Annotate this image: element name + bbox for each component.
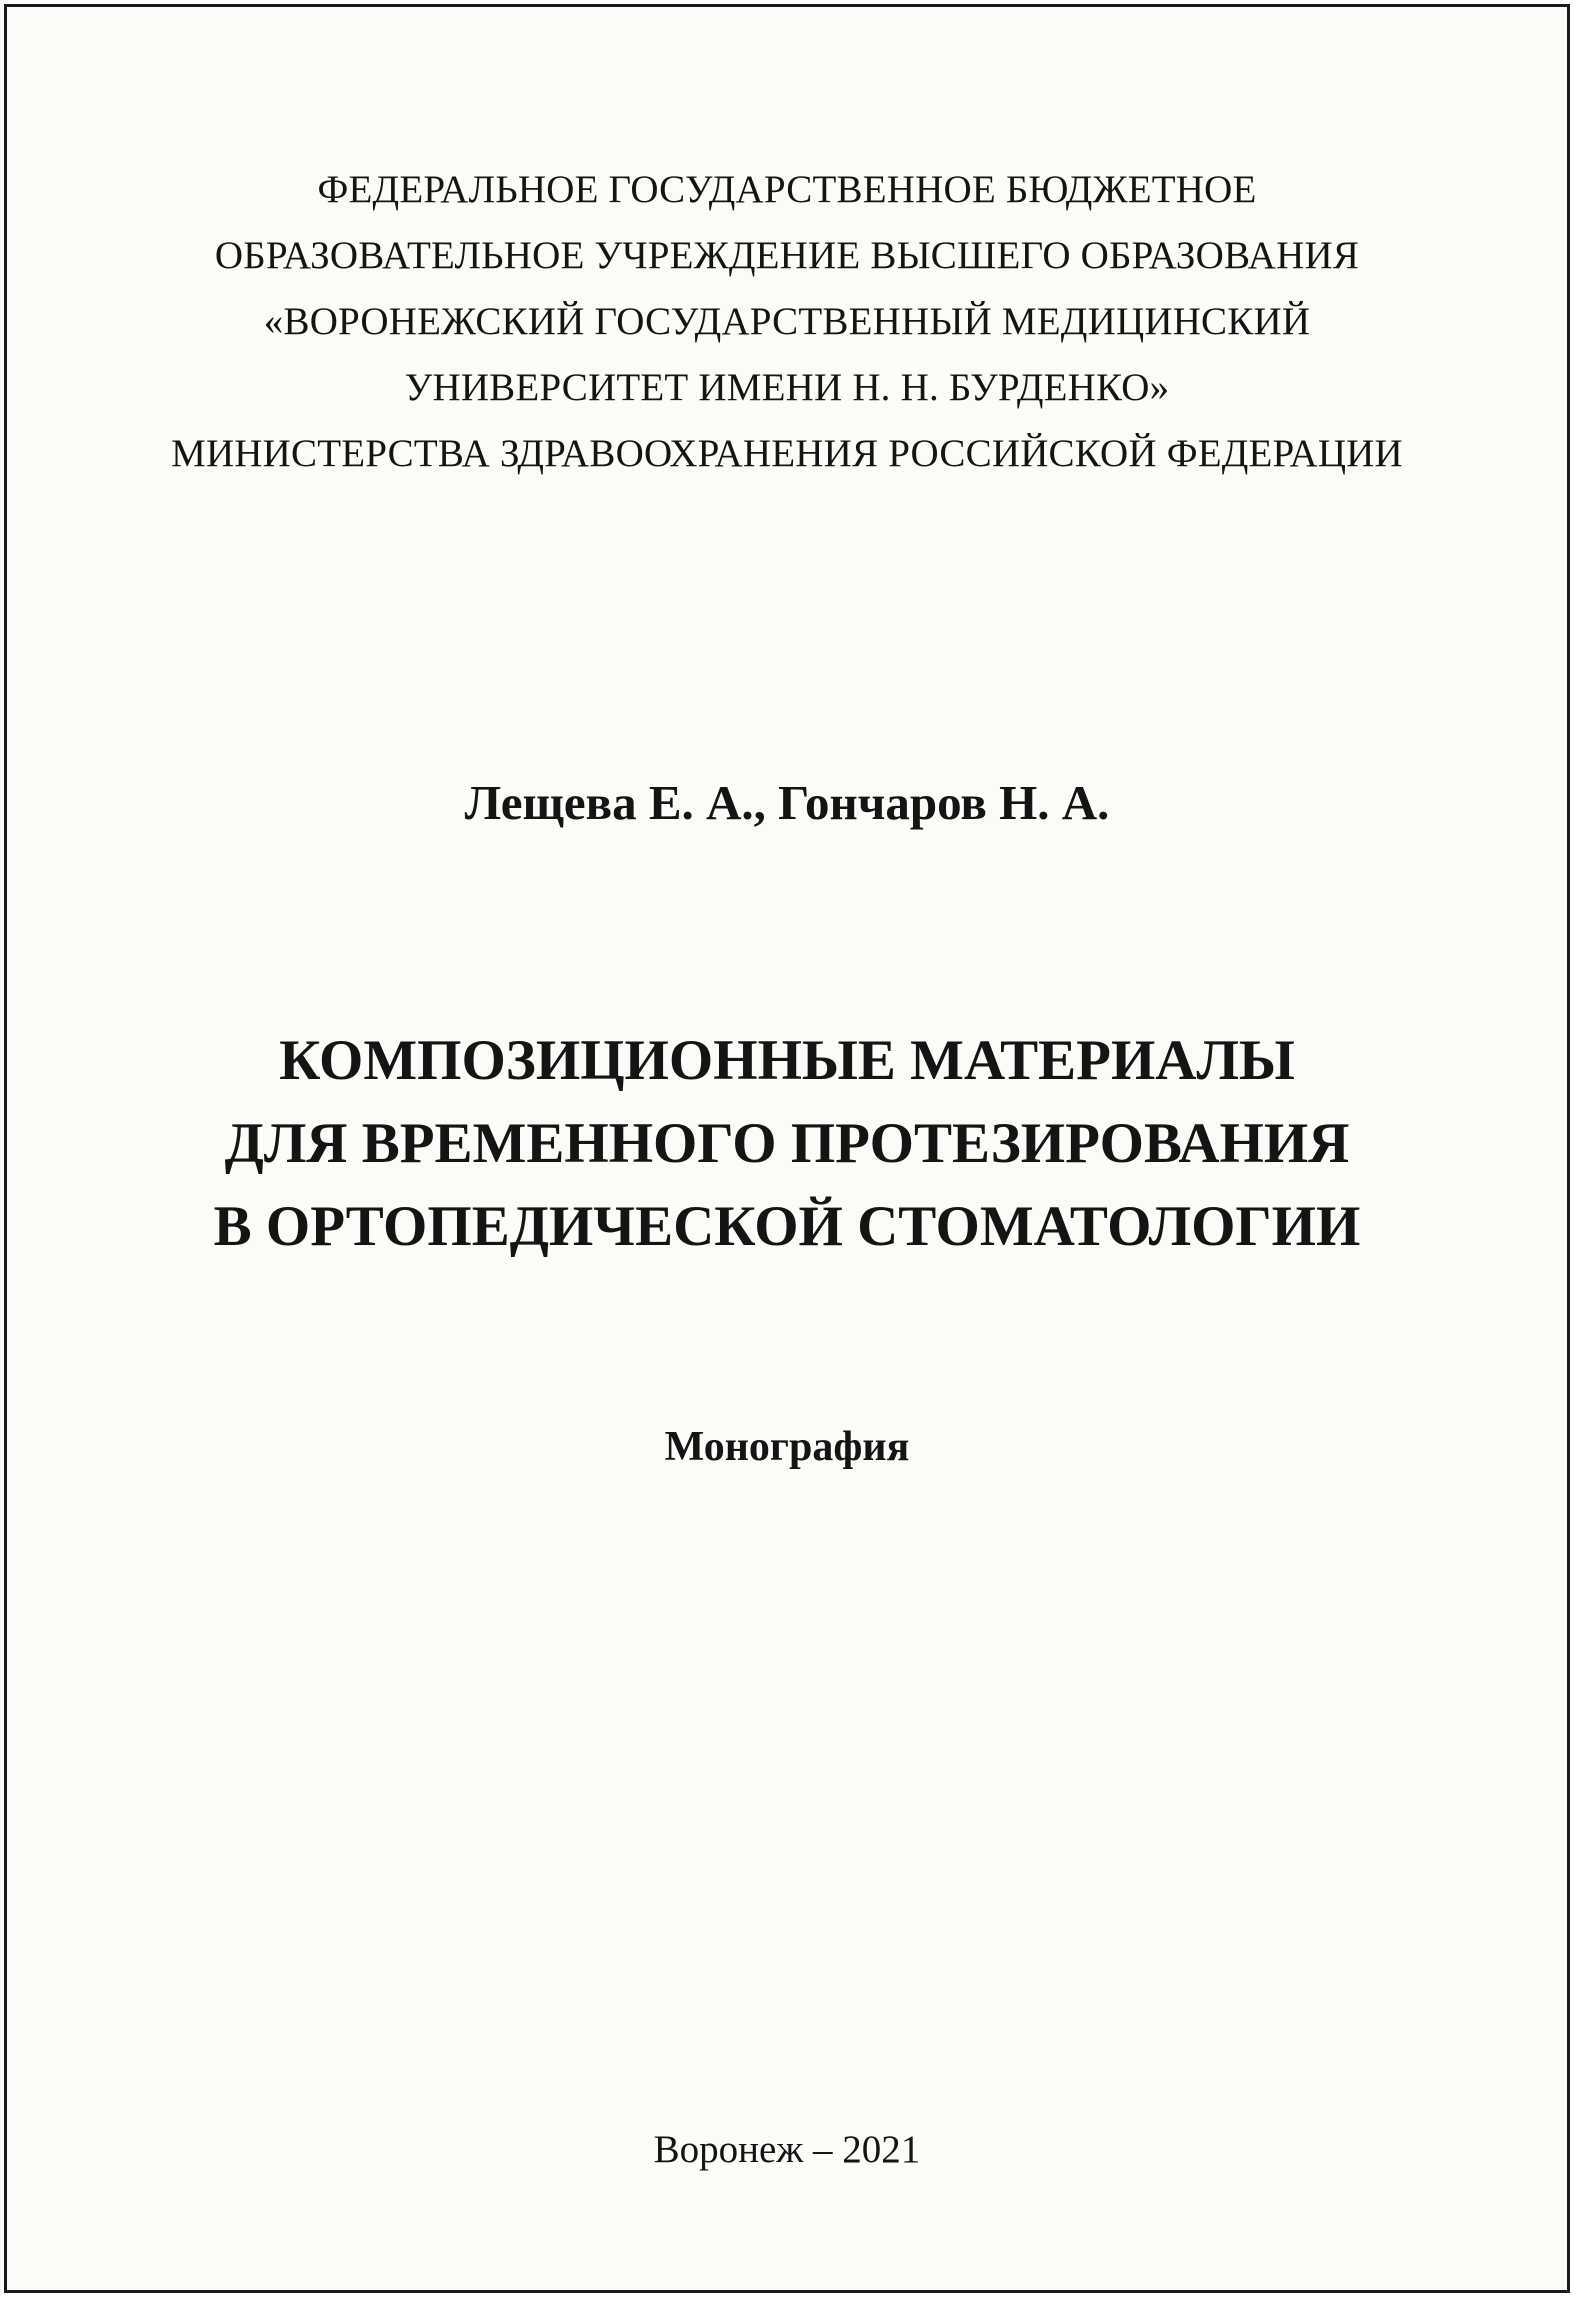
book-title-line: В ОРТОПЕДИЧЕСКОЙ СТОМАТОЛОГИИ [213,1195,1361,1258]
institution-block [7,157,1567,487]
institution-line: ОБРАЗОВАТЕЛЬНОЕ УЧРЕЖДЕНИЕ ВЫСШЕГО ОБРАЗОВАНИЯ [214,234,1360,277]
authors: Лещева Е. А., Гончаров Н. А. [464,775,1110,830]
institution-line: «ВОРОНЕЖСКИЙ ГОСУДАРСТВЕННЫЙ МЕДИЦИНСКИЙ [263,300,1311,343]
genre-label: Монография [664,1424,910,1470]
book-title-line: КОМПОЗИЦИОННЫЕ МАТЕРИАЛЫ [279,1029,1295,1092]
institution-line: ФЕДЕРАЛЬНОЕ ГОСУДАРСТВЕННОЕ БЮДЖЕТНОЕ [317,168,1257,211]
institution-line: УНИВЕРСИТЕТ ИМЕНИ Н. Н. БУРДЕНКО» [404,366,1170,409]
book-title-line: ДЛЯ ВРЕМЕННОГО ПРОТЕЗИРОВАНИЯ [224,1112,1350,1175]
book-title [7,1019,1567,1268]
imprint: Воронеж – 2021 [653,2128,921,2171]
title-page [4,4,1570,2293]
institution-line: МИНИСТЕРСТВА ЗДРАВООХРАНЕНИЯ РОССИЙСКОЙ ФЕДЕРАЦИИ [171,432,1403,475]
